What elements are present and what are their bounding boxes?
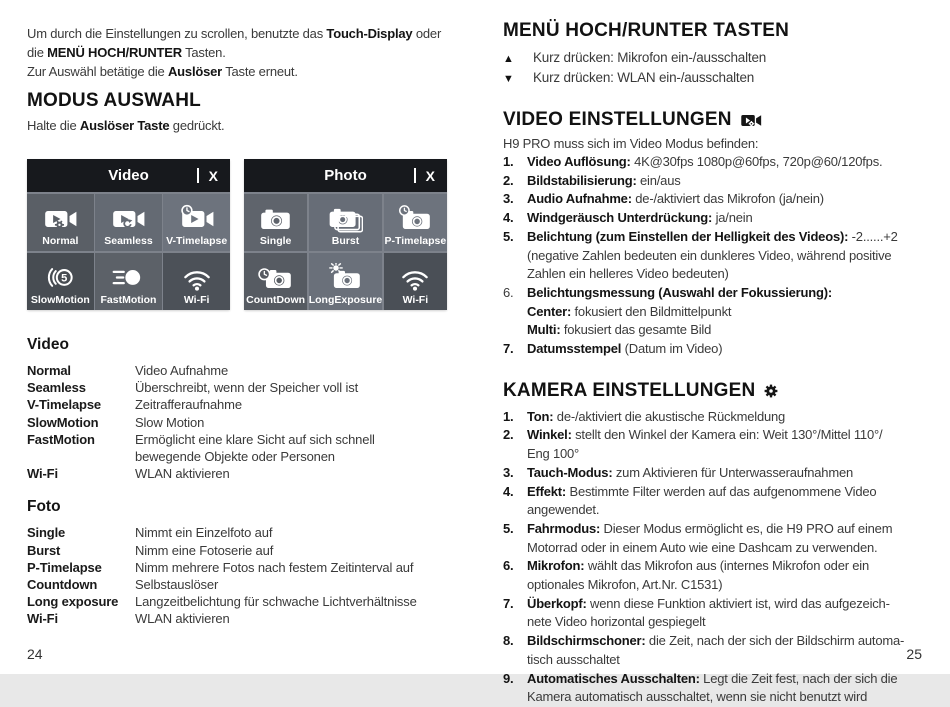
video-panel-title: Video <box>108 167 149 184</box>
tile-label: SlowMotion <box>30 294 90 306</box>
definition-row <box>27 610 463 627</box>
photo-panel-title: Photo <box>324 167 367 184</box>
wifi-icon <box>179 263 215 293</box>
definition-term: Countdown <box>27 577 98 593</box>
video-mode-grid <box>27 192 230 310</box>
camera-burst-icon <box>327 204 363 234</box>
item-number: 4. <box>503 210 514 226</box>
definition-row <box>27 524 463 541</box>
tile-label: LongExposure <box>308 294 383 306</box>
tile-slowmotion[interactable] <box>27 253 94 311</box>
item-text: Mikrofon: wählt das Mikrofon aus (internes Mikrofon oder ein optionales Mikrofon, Art.Nr. C1531) <box>527 558 870 593</box>
video-panel-close-zone <box>197 159 230 192</box>
numbered-item <box>503 520 947 557</box>
tile-label: Burst <box>331 235 360 247</box>
item-number: 2. <box>503 427 514 443</box>
numbered-item <box>503 284 947 340</box>
kamera-einstellungen-heading-row <box>503 380 947 402</box>
item-number: 1. <box>503 408 514 424</box>
item-text: Video Auflösung: 4K@30fps 1080p@60fps, 720p@60/120fps. <box>527 154 883 169</box>
foto-definition-list <box>27 524 463 627</box>
definition-term: Wi-Fi <box>27 466 58 482</box>
definition-row <box>27 396 463 413</box>
tile-label: FastMotion <box>100 294 157 306</box>
kamera-settings-list <box>503 408 947 707</box>
numbered-item <box>503 153 947 172</box>
numbered-item <box>503 408 947 427</box>
photo-panel-header <box>244 159 447 192</box>
definition-term: Single <box>27 525 66 541</box>
tile-p-timelapse[interactable] <box>384 194 447 252</box>
definition-desc: WLAN aktivieren <box>135 611 230 627</box>
definition-term: Normal <box>27 363 71 378</box>
definition-desc: Nimm eine Fotoserie auf <box>135 542 274 558</box>
photo-mode-panel <box>244 159 447 310</box>
tile-label: Normal <box>42 235 79 247</box>
video-einstellungen-heading-row <box>503 109 947 131</box>
modus-auswahl-heading: MODUS AUSWAHL <box>27 90 201 111</box>
numbered-item <box>503 172 947 191</box>
tile-label: Single <box>259 235 292 247</box>
tile-label: CountDown <box>246 294 306 306</box>
definition-row <box>27 414 463 431</box>
numbered-item <box>503 190 947 209</box>
tile-label: Seamless <box>104 235 153 247</box>
menu-up-item <box>503 49 947 69</box>
kamera-einstellungen-heading: KAMERA EINSTELLUNGEN <box>503 379 756 401</box>
numbered-item <box>503 483 947 520</box>
menu-item-text: Kurz drücken: Mikrofon ein-/ausschalten <box>533 50 767 65</box>
item-text: Überkopf: wenn diese Funktion aktiviert ist, wird das aufgezeich- nete Video horizontal gespiegelt <box>527 595 890 630</box>
item-text: Tauch-Modus: zum Aktivieren für Unterwasseraufnahmen <box>527 464 854 480</box>
item-number: 9. <box>503 670 514 686</box>
definition-row <box>27 559 463 576</box>
item-number: 6. <box>503 284 514 300</box>
gear-icon <box>763 383 779 399</box>
item-number: 2. <box>503 172 514 188</box>
menu-item-text: Kurz drücken: WLAN ein-/ausschalten <box>533 69 755 85</box>
camera-icon <box>258 204 294 234</box>
camera-countdown-icon <box>258 263 294 293</box>
camera-clock-icon <box>397 204 433 234</box>
photo-panel-close-zone <box>414 159 447 192</box>
video-mode-panel <box>27 159 230 310</box>
mode-menu-panels <box>27 159 463 310</box>
item-text: Audio Aufnahme: de-/aktiviert das Mikrofon (ja/nein) <box>527 191 824 207</box>
left-page <box>27 24 463 628</box>
camera-sun-icon <box>327 263 363 293</box>
tile-label: Wi-Fi <box>402 294 429 306</box>
definition-term: V-Timelapse <box>27 397 101 413</box>
item-text: Belichtungsmessung (Auswahl der Fokussierung): Center: fokusiert den Bildmittelpunkt Multi: fokusiert das gesamte Bild <box>527 284 833 338</box>
definition-row <box>27 542 463 559</box>
item-text: Belichtung (zum Einstellen der Helligkeit des Videos): -2......+2 (negative Zahlen bedeuten ein dunkleres Video, während positive Zahlen ein helleres Video bedeuten) <box>527 228 898 282</box>
tile-label: V-Timelapse <box>166 235 228 247</box>
up-triangle-icon: ▲ <box>503 53 514 65</box>
down-triangle-icon: ▼ <box>503 72 514 85</box>
definition-term: FastMotion <box>27 431 95 447</box>
definition-row <box>27 362 463 379</box>
camcorder-clock-icon <box>179 204 215 234</box>
video-panel-header <box>27 159 230 192</box>
definition-desc: Langzeitbelichtung für schwache Lichtverhältnisse <box>135 594 417 610</box>
definition-row <box>27 593 463 610</box>
definition-term: Long exposure <box>27 594 119 610</box>
tile-fastmotion[interactable] <box>95 253 162 311</box>
camcorder-loop-icon <box>110 204 146 234</box>
slowmotion-5-icon <box>42 263 78 293</box>
item-number: 5. <box>503 520 514 536</box>
item-number: 8. <box>503 633 514 649</box>
definition-term: Burst <box>27 542 61 558</box>
separator-bar-icon <box>414 168 416 183</box>
item-number: 1. <box>503 154 514 169</box>
tile-wifi[interactable] <box>384 253 447 311</box>
definition-row <box>27 431 463 465</box>
video-settings-list <box>503 153 947 359</box>
definition-desc: WLAN aktivieren <box>135 466 230 482</box>
definition-row <box>27 576 463 593</box>
definition-row <box>27 379 463 396</box>
definition-desc: Überschreibt, wenn der Speicher voll ist <box>135 380 359 396</box>
definition-term: SlowMotion <box>27 414 99 430</box>
definition-desc: Video Aufnahme <box>135 363 229 378</box>
photo-mode-grid <box>244 192 447 310</box>
tile-countdown[interactable] <box>244 253 307 311</box>
right-page <box>503 20 947 707</box>
item-text: Winkel: stellt den Winkel der Kamera ein: Weit 130°/Mittel 110°/ Eng 100° <box>527 427 883 462</box>
definition-desc: Ermöglicht eine klare Sicht auf sich schnell bewegende Objekte oder Personen <box>135 431 375 465</box>
close-icon[interactable]: X <box>208 167 218 184</box>
tile-label: Wi-Fi <box>183 294 210 306</box>
item-text: Effekt: Bestimmte Filter werden auf das aufgenommene Video angewendet. <box>527 483 877 518</box>
tile-single[interactable] <box>244 194 307 252</box>
camcorder-gear-icon <box>42 204 78 234</box>
video-definition-list <box>27 362 463 482</box>
numbered-item <box>503 426 947 463</box>
tile-burst[interactable] <box>309 194 383 252</box>
numbered-item <box>503 632 947 669</box>
menu-hoch-runter-heading: MENÜ HOCH/RUNTER TASTEN <box>503 20 790 41</box>
tile-v-timelapse[interactable] <box>163 194 230 252</box>
intro-paragraph: Um durch die Einstellungen zu scrollen, benutzte das Touch-Display oder die MENÜ HOCH/RUNTER Tasten. Zur Auswähl betätige die Auslöser Taste erneut. <box>27 26 442 79</box>
definition-desc: Slow Motion <box>135 414 205 430</box>
item-text: Bildschirmschoner: die Zeit, nach der sich der Bildschirm automa- tisch ausschaltet <box>527 633 905 667</box>
item-text: Ton: de-/aktiviert die akustische Rückmeldung <box>527 408 786 424</box>
item-number: 3. <box>503 191 514 207</box>
item-text: Windgeräusch Unterdrückung: ja/nein <box>527 210 753 226</box>
tile-label: P-Timelapse <box>384 235 447 247</box>
definition-desc: Selbstauslöser <box>135 577 219 593</box>
item-text: Fahrmodus: Dieser Modus ermöglicht es, die H9 PRO auf einem Motorrad oder in einem Auto wie eine Dashcam zu verwenden. <box>527 520 893 555</box>
tile-wifi[interactable] <box>163 253 230 311</box>
definition-term: Wi-Fi <box>27 611 58 627</box>
item-text: Datumsstempel (Datum im Video) <box>527 341 723 357</box>
item-number: 6. <box>503 558 514 574</box>
page-number-right: 25 <box>906 646 922 662</box>
definition-desc: Zeitrafferaufnahme <box>135 397 242 413</box>
video-section-subtitle: H9 PRO muss sich im Video Modus befinden: <box>503 136 759 151</box>
page-number-left: 24 <box>27 646 43 662</box>
item-number: 4. <box>503 483 514 499</box>
numbered-item <box>503 209 947 228</box>
menu-down-item <box>503 69 947 89</box>
item-text: Bildstabilisierung: ein/aus <box>527 172 681 188</box>
definition-desc: Nimm mehrere Fotos nach festem Zeitinterval auf <box>135 559 414 575</box>
tile-seamless[interactable] <box>95 194 162 252</box>
definition-term: Seamless <box>27 380 86 396</box>
tile-longexposure[interactable] <box>309 253 383 311</box>
definition-row <box>27 465 463 482</box>
foto-list-heading: Foto <box>27 498 61 516</box>
item-number: 3. <box>503 464 514 480</box>
numbered-item <box>503 595 947 632</box>
video-list-heading: Video <box>27 336 69 353</box>
fastmotion-comet-icon <box>110 263 146 293</box>
tile-normal[interactable] <box>27 194 94 252</box>
close-icon[interactable]: X <box>425 167 435 184</box>
item-text: Automatisches Ausschalten: Legt die Zeit fest, nach der sich die Kamera automatisch ausschaltet, wenn sie nicht benutzt wird <box>527 670 898 705</box>
numbered-item <box>503 557 947 594</box>
item-number: 7. <box>503 341 514 357</box>
separator-bar-icon <box>197 168 199 183</box>
item-number: 5. <box>503 228 514 244</box>
numbered-item <box>503 228 947 284</box>
wifi-icon <box>397 263 433 293</box>
video-einstellungen-heading: VIDEO EINSTELLUNGEN <box>503 109 732 130</box>
camcorder-icon <box>740 112 762 129</box>
modus-auswahl-subtitle: Halte die Auslöser Taste gedrückt. <box>27 118 225 133</box>
item-number: 7. <box>503 595 514 611</box>
numbered-item <box>503 670 947 707</box>
definition-desc: Nimmt ein Einzelfoto auf <box>135 525 273 541</box>
definition-term: P-Timelapse <box>27 559 102 575</box>
numbered-item <box>503 340 947 359</box>
numbered-item <box>503 464 947 483</box>
